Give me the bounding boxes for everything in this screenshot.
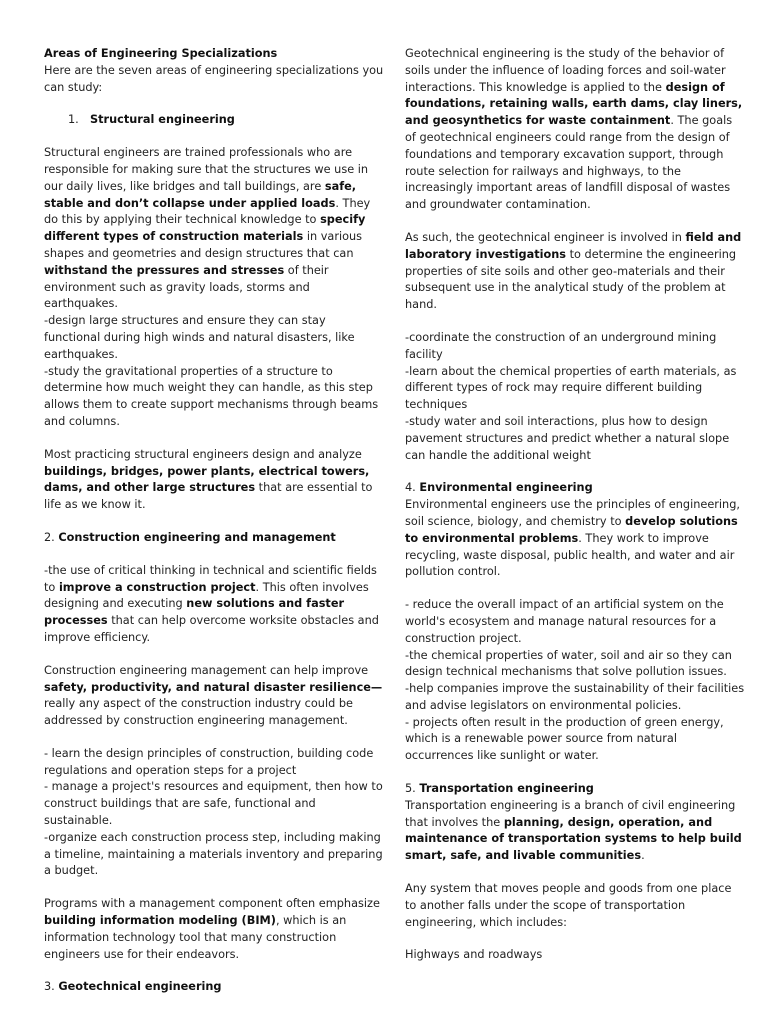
list-item: -coordinate the construction of an underground mining facility bbox=[405, 330, 717, 361]
section-structural-heading: 1. Structural engineering bbox=[68, 113, 235, 127]
environmental-bullets bbox=[405, 597, 745, 765]
list-item: -help companies improve the sustainability of their facilities and advise legislators on environmental policies. bbox=[405, 682, 745, 712]
transportation-paragraph-3: Highways and roadways bbox=[405, 948, 543, 962]
geotechnical-bullets bbox=[405, 330, 745, 464]
construction-bullets bbox=[44, 746, 384, 880]
section-transportation-heading: 5. Transportation engineering bbox=[405, 782, 594, 796]
document-heading: Areas of Engineering Specializations bbox=[44, 47, 278, 60]
geotechnical-paragraph-2: As such, the geotechnical engineer is involved in field and laboratory investigations to determine the engineering properties of site soils and other geo-materials and their subsequent use in the analytical study of the problem at hand. bbox=[405, 230, 742, 312]
structural-bullets bbox=[44, 313, 384, 431]
list-item: -the chemical properties of water, soil and air so they can design technical mechanisms that solve pollution issues. bbox=[405, 648, 732, 679]
section-environmental-heading: 4. Environmental engineering bbox=[405, 481, 593, 495]
transportation-paragraph: Transportation engineering is a branch of civil engineering that involves the planning, design, operation, and maintenance of transportation systems to help build smart, safe, and livable communities. bbox=[405, 798, 742, 863]
construction-paragraph-2: Construction engineering management can help improve safety, productivity, and natural disaster resilience—really any aspect of the construction industry could be addressed by construction engineering management. bbox=[44, 663, 383, 728]
structural-paragraph-2: Most practicing structural engineers design and analyze buildings, bridges, power plants, electrical towers, dams, and other large structures that are essential to life as we know it. bbox=[44, 447, 373, 512]
section-geotechnical-heading: 3. Geotechnical engineering bbox=[44, 980, 222, 994]
list-item: - projects often result in the production of green energy, which is a renewable power source from natural occurrences like sunlight or water. bbox=[405, 715, 724, 763]
list-item: - reduce the overall impact of an artificial system on the world's ecosystem and manage natural resources for a construction project. bbox=[405, 598, 724, 645]
environmental-paragraph: Environmental engineers use the principles of engineering, soil science, biology, and chemistry to develop solutions to environmental problems. They work to improve recycling, waste disposal, public health, and water and air pollution control. bbox=[405, 498, 740, 579]
transportation-paragraph-2: Any system that moves people and goods from one place to another falls under the scope of transportation engineering, which includes: bbox=[405, 882, 732, 929]
list-item: - learn the design principles of construction, building code regulations and operation steps for a project bbox=[44, 746, 374, 777]
list-item: -study the gravitational properties of a structure to determine how much weight they can handle, as this step allows them to create support mechanisms through beams and columns. bbox=[44, 364, 379, 428]
section-construction-heading: 2. Construction engineering and management bbox=[44, 530, 336, 544]
list-item: - manage a project's resources and equipment, then how to construct buildings that are safe, functional and sustainable. bbox=[44, 780, 383, 828]
left-column bbox=[44, 46, 384, 1012]
intro-text: Here are the seven areas of engineering specializations you can study: bbox=[44, 63, 384, 94]
list-item: -study water and soil interactions, plus how to design pavement structures and predict whether a natural slope can handle the additional weight bbox=[405, 414, 730, 462]
geotechnical-paragraph: Geotechnical engineering is the study of the behavior of soils under the influence of loading forces and soil-water interactions. This knowledge is applied to the design of foundations, retaining walls, earth dams, clay liners, and geosynthetics for waste containment. The goals of geotechnical engineers could range from the design of foundations and temporary excavation support, through route selection for railways and highways, to the increasingly important areas of landfill disposal of wastes and groundwater contamination. bbox=[405, 47, 743, 212]
list-item: -learn about the chemical properties of earth materials, as different types of rock may require different building techniques bbox=[405, 364, 737, 412]
construction-paragraph: -the use of critical thinking in technical and scientific fields to improve a construction project. This often involves designing and executing new solutions and faster processes that can help overcome worksite obstacles and improve efficiency. bbox=[44, 563, 379, 644]
construction-paragraph-3: Programs with a management component often emphasize building information modeling (BIM), which is an information technology tool that many construction engineers use for their endeavors. bbox=[44, 897, 380, 961]
list-item: -design large structures and ensure they can stay functional during high winds and natural disasters, like earthquakes. bbox=[44, 314, 355, 361]
list-item: -organize each construction process step, including making a timeline, maintaining a materials inventory and preparing a budget. bbox=[44, 830, 383, 878]
structural-paragraph: Structural engineers are trained professionals who are responsible for making sure that the structures we use in our daily lives, like bridges and tall buildings, are safe, stable and don’t collapse under applied loads. They do this by applying their technical knowledge to specify different types of construction materials in various shapes and geometries and design structures that can withstand the pressures and stresses of their environment such as gravity loads, storms and earthquakes. bbox=[44, 146, 371, 311]
right-column bbox=[405, 46, 745, 980]
